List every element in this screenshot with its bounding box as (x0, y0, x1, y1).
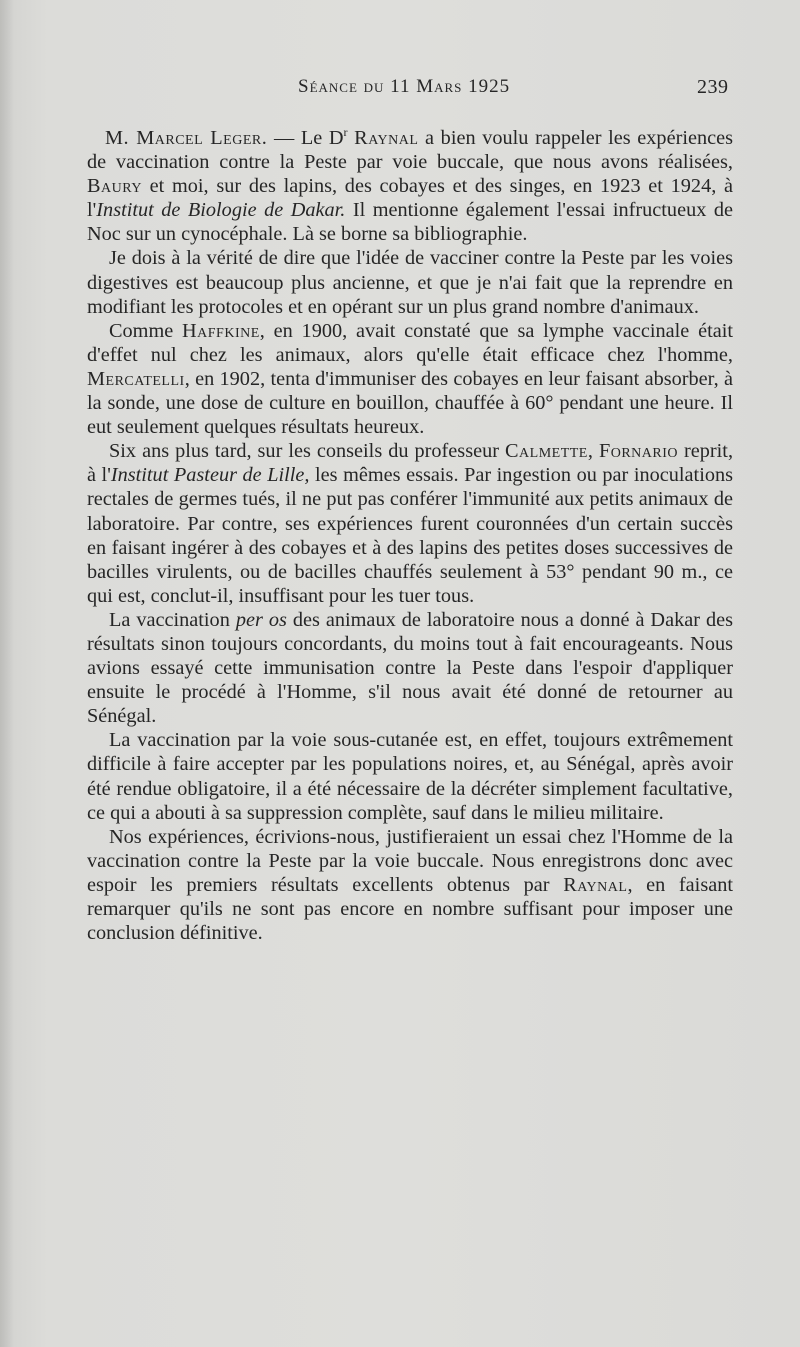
text-segment: La vaccination par la voie sous-cutanée est, en effet, toujours extrêmement difficile à faire accepter par les populations noires, et, au Sénégal, après avoir été rendue obligatoire, il a été nécessaire de la décréter simplement facultative, ce qui a abouti à sa suppression complète, sauf dans le milieu militaire. (87, 729, 733, 824)
proper-name: Mercatelli (87, 367, 185, 390)
paragraph (87, 728, 733, 824)
body-text (87, 126, 733, 945)
paragraph (87, 608, 733, 728)
text-segment: , en 1902, tenta d'immuniser des cobayes en leur faisant absorber, à la sonde, une dose de culture en bouillon, chauffée à 60° pendant une heure. Il eut seulement quelques résultats heureux. (87, 367, 733, 439)
italic-text: Institut Pasteur de Lille, (110, 464, 310, 487)
running-head: Séance du 11 Mars 1925 (298, 76, 511, 97)
text-segment: — Le D (267, 127, 344, 149)
text-segment: et moi, sur des lapins, des cobayes et des singes, en 1923 et 1924, à l' (87, 175, 733, 222)
paragraph (87, 246, 733, 318)
paragraph (87, 439, 733, 608)
proper-name: Fornario (598, 440, 679, 463)
text-segment: Je dois à la vérité de dire que l'idée de vacciner contre la Peste par les voies digestives est beaucoup plus ancienne, et que je n'ai fait que la reprendre en modifiant les protocoles et en opérant sur un plus grand nombre d'animaux. (87, 247, 733, 318)
proper-name: Haffkine (182, 319, 260, 342)
superscript: r (343, 125, 348, 140)
text-segment: Comme (109, 319, 183, 342)
text-segment: a bien voulu rappeler les expériences de vaccination contre la Peste par voie buccale, que nous avons réalisées, (87, 127, 733, 174)
proper-name: Calmette (505, 440, 588, 463)
paragraph (87, 319, 733, 439)
paragraph (87, 126, 733, 246)
text-segment: Nos expériences, écrivions-nous, justifieraient un essai chez l'Homme de la vaccination contre la Peste par la voie buccale. Nous enregistrons donc avec espoir les premiers résultats excellents obtenus par (87, 825, 733, 896)
text-segment: les mêmes essais. Par ingestion ou par inoculations rectales de germes tués, il ne put pas conférer l'immunité aux petits animaux de laboratoire. Par contre, ses expériences furent couronnées d'un certain succès en faisant ingérer à des cobayes et à des lapins des petites doses successives de bacilles virulents, ou de bacilles chauffés seulement à 53° pendant 90 m., ce qui est, conclut-il, insuffisant pour les tuer tous. (87, 464, 733, 607)
text-segment: reprit, à l' (87, 440, 734, 487)
text-segment: , en 1900, avait constaté que sa lymphe vaccinale était d'effet nul chez les animaux, alors qu'elle était efficace chez l'homme, (87, 319, 733, 366)
proper-name: Raynal (354, 127, 419, 149)
proper-name: M. Marcel Leger. (105, 127, 268, 149)
text-segment: , (587, 440, 599, 463)
page-binding-shadow (0, 0, 14, 1347)
text-segment: , en faisant remarquer qu'ils ne sont pas encore en nombre suffisant pour imposer une conclusion définitive. (87, 873, 733, 945)
proper-name: Raynal (563, 873, 628, 896)
italic-text: per os (235, 608, 287, 631)
paragraph (87, 825, 733, 945)
text-segment: Il mentionne également l'essai infructueux de Noc sur un cynocéphale. Là se borne sa bibliographie. (87, 199, 733, 246)
proper-name: Baury (87, 175, 142, 198)
italic-text: Institut de Biologie de Dakar. (96, 199, 346, 222)
text-segment: des animaux de laboratoire nous a donné à Dakar des résultats sinon toujours concordants, du moins tout à fait encourageants. Nous avions essayé cette immunisation contre la Peste dans l'espoir d'appliquer ensuite le procédé à l'Homme, s'il nous avait été donné de retourner au Sénégal. (87, 608, 733, 728)
text-segment: Six ans plus tard, sur les conseils du professeur (109, 440, 505, 463)
page-number: 239 (697, 76, 729, 98)
text-segment: La vaccination (109, 608, 236, 631)
page-header (0, 74, 800, 104)
